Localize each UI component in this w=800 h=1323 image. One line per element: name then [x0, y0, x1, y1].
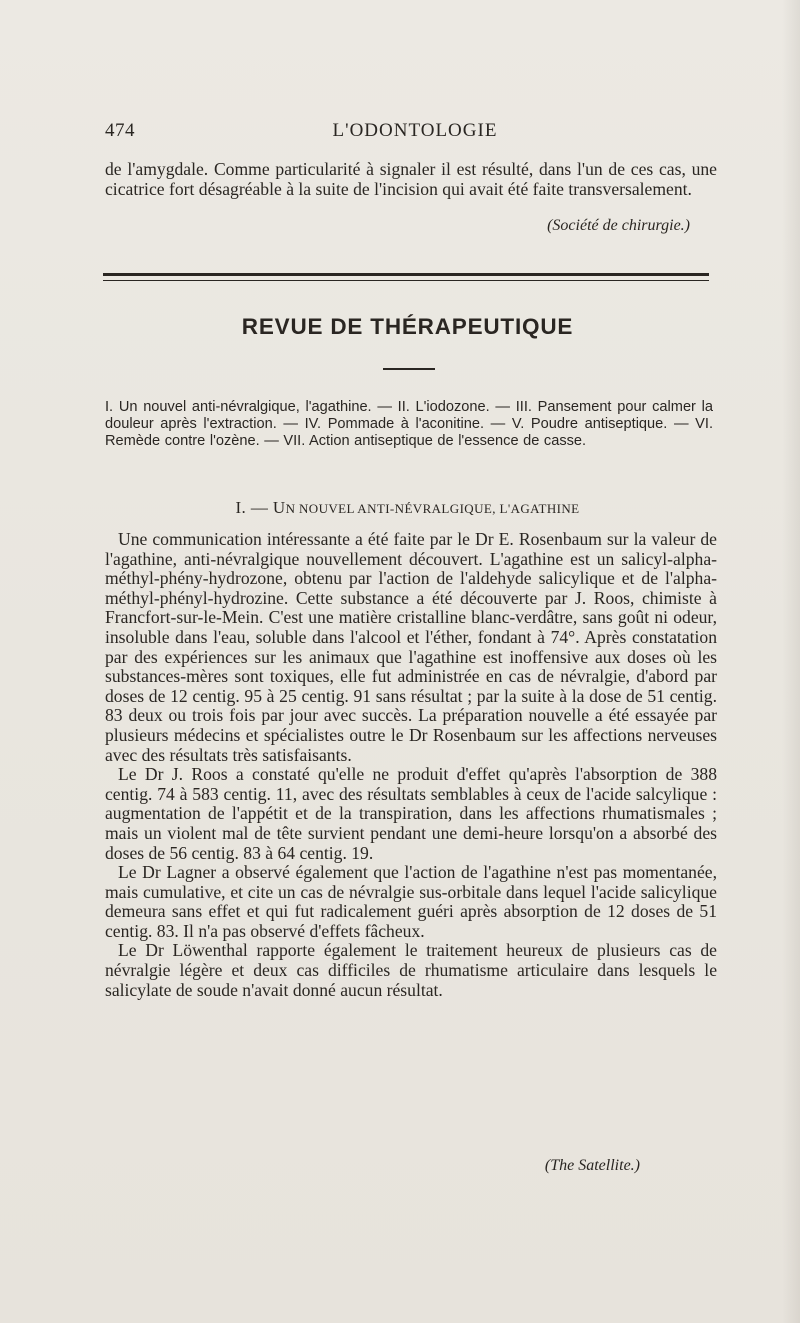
paragraph: Le Dr Lagner a observé également que l'action de l'agathine n'est pas momentanée, mais cumulative, et cite un cas de névralgie sus-orbitale dans lequel l'acide salicylique demeura sans effet et qui fut radicalement guéri après absorption de 12 doses de 51 centig. 83. Il n'a pas observé d'effets fâcheux.	[105, 862, 717, 941]
section-summary: I. Un nouvel anti-névralgique, l'agathine. — II. L'iodozone. — III. Pansement pour calmer la douleur après l'extraction. — IV. Pommade à l'aconitine. — V. Poudre antiseptique. — VI. Remède contre l'ozène. — VII. Action antiseptique de l'essence de casse.	[105, 399, 713, 449]
carry-over-paragraph: de l'amygdale. Comme particularité à signaler il est résulté, dans l'un de ces cas, une cicatrice fort désagréable à la suite de l'incision qui avait été faite transversalement.	[105, 159, 717, 199]
page-edge-shadow	[782, 0, 800, 1323]
section-title: REVUE DE THÉRAPEUTIQUE	[241, 314, 574, 339]
source-citation-surgery: (Société de chirurgie.)	[547, 217, 690, 234]
subsection-heading	[105, 498, 710, 518]
paragraph: Le Dr Löwenthal rapporte également le traitement heureux de plusieurs cas de névralgie légère et deux cas difficiles de rhumatisme articulaire dans lesquels le salicylate de soude n'avait donné aucun résultat.	[105, 940, 717, 1000]
paragraph: Le Dr J. Roos a constaté qu'elle ne produit d'effet qu'après l'absorption de 388 centig. 74 à 583 centig. 11, avec des résultats semblables à ceux de l'acide salcylique : augmentation de l'appétit et de la transpiration, dans les affections rhumatismales ; mais un violent mal de tête survient pendant une demi-heure lorsqu'on a absorbé des doses de 56 centig. 83 à 64 centig. 19.	[105, 764, 717, 863]
source-citation-satellite: (The Satellite.)	[544, 1157, 640, 1174]
paragraph: Une communication intéressante a été faite par le Dr E. Rosenbaum sur la valeur de l'agathine, anti-névralgique nouvellement découvert. L'agathine est un salicyl-alpha-méthyl-phény-hydrozone, obtenu par l'action de l'aldehyde salicylique et de l'alpha-méthyl-phényl-hydrozine. Cette substance a été découverte par J. Roos, chimiste à Francfort-sur-le-Mein. C'est une matière cristalline blanc-verdâtre, sans goût ni odeur, insoluble dans l'eau, soluble dans l'alcool et l'éther, fondant à 74°. Après constatation par des expériences sur les animaux que l'agathine est inoffensive aux doses où les substances-mères sont toxiques, elle fut administrée en cas de névralgie, d'abord par doses de 12 centig. 95 à 25 centig. 91 sans résultat ; par la suite à la dose de 51 centig. 83 deux ou trois fois par jour avec succès. La préparation nouvelle a été essayée par plusieurs médecins et spécialistes outre le Dr Rosenbaum sur les affections nerveuses avec des résultats très satisfaisants.	[105, 529, 717, 765]
running-head	[105, 120, 725, 148]
journal-title: L'ODONTOLOGIE	[332, 120, 498, 141]
article-body	[105, 530, 717, 1000]
title-underline	[383, 368, 435, 370]
page-number: 474	[105, 120, 135, 141]
subsection-heading-rest: N NOUVEL ANTI-NÉVRALGIQUE, L'AGATHINE	[285, 501, 580, 516]
section-divider-thick	[103, 273, 709, 276]
subsection-heading-start: I. — U	[235, 498, 286, 517]
section-divider-thin	[103, 280, 709, 281]
